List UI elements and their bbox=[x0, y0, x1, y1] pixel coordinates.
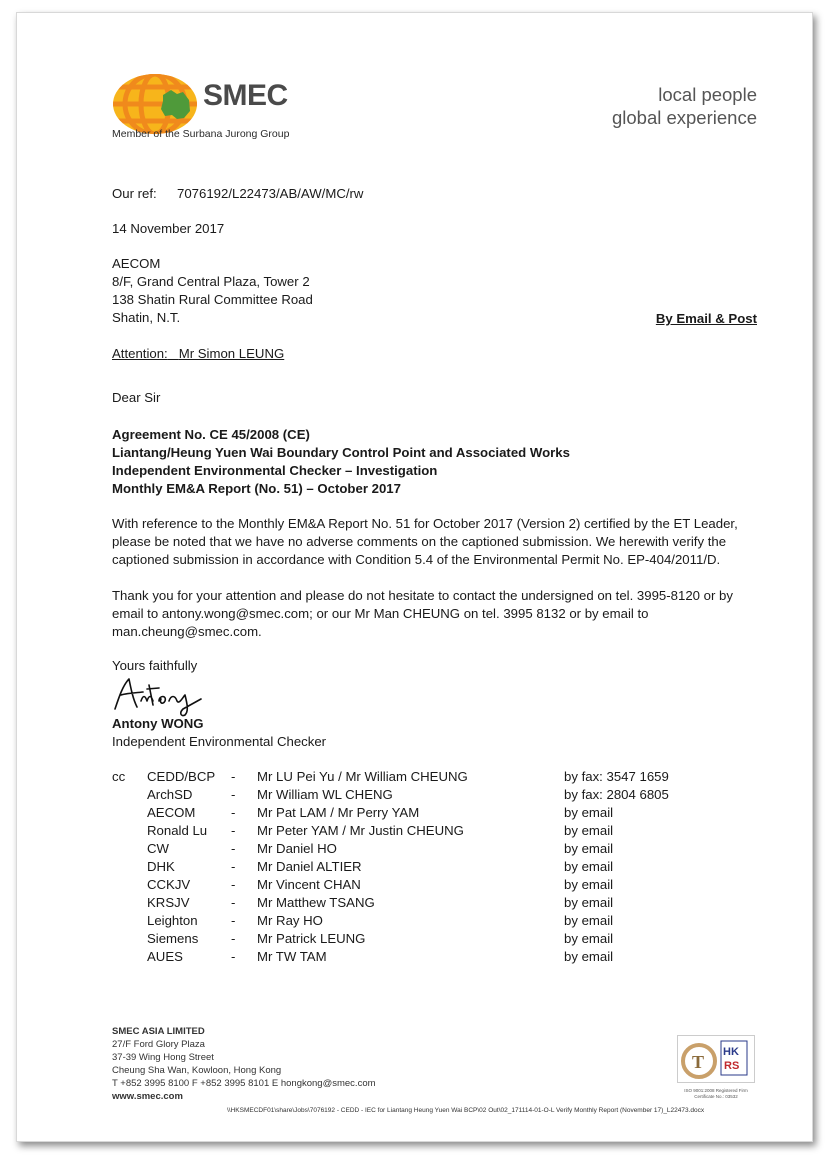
cc-dash: - bbox=[231, 895, 236, 910]
cc-org: DHK bbox=[147, 859, 175, 874]
cc-org: CW bbox=[147, 841, 169, 856]
cert-caption: ISO 9001:2008 Registered Firm Certificate No.: 03532 bbox=[684, 1088, 748, 1099]
subject-line: Agreement No. CE 45/2008 (CE) bbox=[112, 427, 310, 442]
cc-dash: - bbox=[231, 877, 236, 892]
cc-method: by email bbox=[564, 823, 614, 838]
cc-row bbox=[17, 912, 812, 930]
signer-title: Independent Environmental Checker bbox=[112, 734, 327, 749]
cc-names: Mr Matthew TSANG bbox=[257, 895, 375, 910]
footer-company: SMEC ASIA LIMITED bbox=[112, 1026, 205, 1037]
subject-line: Monthly EM&A Report (No. 51) – October 2017 bbox=[112, 481, 401, 496]
cc-row bbox=[17, 894, 812, 912]
cc-row bbox=[17, 804, 812, 822]
cc-row bbox=[17, 876, 812, 894]
footer-line: 37-39 Wing Hong Street bbox=[112, 1052, 214, 1063]
body-paragraph-2-line: man.cheung@smec.com. bbox=[112, 624, 262, 639]
cc-org: CCKJV bbox=[147, 877, 191, 892]
cc-row bbox=[17, 768, 812, 786]
attention-line bbox=[112, 345, 284, 363]
cc-dash: - bbox=[231, 913, 236, 928]
signature bbox=[109, 671, 219, 719]
cc-names: Mr Pat LAM / Mr Perry YAM bbox=[257, 805, 420, 820]
cc-names: Mr Daniel ALTIER bbox=[257, 859, 362, 874]
cc-dash: - bbox=[231, 949, 236, 964]
cc-method: by fax: 2804 6805 bbox=[564, 787, 669, 802]
cc-org: AECOM bbox=[147, 805, 196, 820]
cc-row bbox=[17, 930, 812, 948]
cc-org: AUES bbox=[147, 949, 183, 964]
attention-label: Attention: bbox=[112, 346, 168, 361]
certification-logo bbox=[677, 1035, 755, 1097]
salutation: Dear Sir bbox=[112, 390, 161, 405]
cc-names: Mr Vincent CHAN bbox=[257, 877, 361, 892]
cc-method: by email bbox=[564, 913, 614, 928]
cc-org: ArchSD bbox=[147, 787, 193, 802]
file-path: \\HKSMECDF01\share\Jobs\7076192 - CEDD - IEC for Liantang Heung Yuen Wai BCP\02 Out\02_171114-01-O-L Verify Monthly Report (November 17)_L22473.docx bbox=[227, 1107, 705, 1114]
cc-row bbox=[17, 858, 812, 876]
cc-dash: - bbox=[231, 859, 236, 874]
cc-dash: - bbox=[231, 823, 236, 838]
cc-names: Mr Ray HO bbox=[257, 913, 323, 928]
cc-row bbox=[17, 840, 812, 858]
attention-name: Mr Simon LEUNG bbox=[178, 346, 285, 361]
cc-method: by email bbox=[564, 841, 614, 856]
cc-row bbox=[17, 948, 812, 966]
body-paragraph-2-line: email to antony.wong@smec.com; or our Mr Man CHEUNG on tel. 3995 8132 or by email to bbox=[112, 606, 649, 621]
footer-line: T +852 3995 8100 F +852 3995 8101 E hongkong@smec.com bbox=[112, 1078, 376, 1089]
body-paragraph-1-line: please be noted that we have no adverse comments on the captioned submission. We herewith verify the bbox=[112, 534, 727, 549]
footer-address bbox=[112, 1025, 376, 1103]
footer-line: 27/F Ford Glory Plaza bbox=[112, 1039, 205, 1050]
cc-dash: - bbox=[231, 931, 236, 946]
smec-globe-logo-icon bbox=[111, 73, 201, 135]
body-paragraph-1-line: captioned submission in accordance with Condition 5.4 of the Environmental Permit No. EP-404/2011/D. bbox=[112, 552, 721, 567]
delivery-method: By Email & Post bbox=[655, 311, 757, 326]
cc-names: Mr TW TAM bbox=[257, 949, 327, 964]
cert-text-2: RS bbox=[724, 1060, 740, 1072]
cc-names: Mr Peter YAM / Mr Justin CHEUNG bbox=[257, 823, 464, 838]
ref-label: Our ref: bbox=[112, 186, 157, 201]
ref-value: 7076192/L22473/AB/AW/MC/rw bbox=[177, 186, 364, 201]
cc-method: by email bbox=[564, 931, 614, 946]
logo-name: SMEC bbox=[203, 79, 288, 112]
letter-date: 14 November 2017 bbox=[112, 221, 225, 236]
subject-line: Independent Environmental Checker – Investigation bbox=[112, 463, 438, 478]
cc-org: CEDD/BCP bbox=[147, 769, 216, 784]
footer-line: Cheung Sha Wan, Kowloon, Hong Kong bbox=[112, 1065, 282, 1076]
cc-org: Siemens bbox=[147, 931, 199, 946]
cert-text-1: HK bbox=[723, 1046, 739, 1058]
address-line: 138 Shatin Rural Committee Road bbox=[112, 292, 313, 307]
cc-org: Leighton bbox=[147, 913, 198, 928]
cc-names: Mr Daniel HO bbox=[257, 841, 337, 856]
tagline-line-1: local people bbox=[658, 84, 757, 105]
address-line: 8/F, Grand Central Plaza, Tower 2 bbox=[112, 274, 310, 289]
cc-dash: - bbox=[231, 841, 236, 856]
cc-method: by email bbox=[564, 949, 614, 964]
cc-method: by email bbox=[564, 895, 614, 910]
subject-line: Liantang/Heung Yuen Wai Boundary Control Point and Associated Works bbox=[112, 445, 570, 460]
svg-text:T: T bbox=[692, 1052, 705, 1072]
cc-row bbox=[17, 786, 812, 804]
cc-names: Mr William WL CHENG bbox=[257, 787, 393, 802]
cc-org: Ronald Lu bbox=[147, 823, 208, 838]
address-line: AECOM bbox=[112, 256, 161, 271]
cc-method: by fax: 3547 1659 bbox=[564, 769, 669, 784]
cc-dash: - bbox=[231, 787, 236, 802]
signer-name: Antony WONG bbox=[112, 716, 204, 731]
cc-label: cc bbox=[112, 769, 126, 784]
cc-dash: - bbox=[231, 769, 236, 784]
tagline bbox=[612, 83, 757, 129]
body-paragraph-1-line: With reference to the Monthly EM&A Report No. 51 for October 2017 (Version 2) certified by the ET Leader, bbox=[112, 516, 738, 531]
address-line: Shatin, N.T. bbox=[112, 310, 181, 325]
cc-method: by email bbox=[564, 859, 614, 874]
body-paragraph-2-line: Thank you for your attention and please do not hesitate to contact the undersigned on tel. 3995-8120 or by bbox=[112, 588, 733, 603]
closing: Yours faithfully bbox=[112, 658, 198, 673]
cc-names: Mr Patrick LEUNG bbox=[257, 931, 366, 946]
logo-subtitle: Member of the Surbana Jurong Group bbox=[112, 128, 290, 140]
hkrs-cert-icon bbox=[677, 1035, 755, 1083]
footer-website: www.smec.com bbox=[112, 1091, 183, 1102]
cc-method: by email bbox=[564, 877, 614, 892]
letter-page bbox=[16, 12, 813, 1142]
tagline-line-2: global experience bbox=[611, 107, 757, 128]
cc-row bbox=[17, 822, 812, 840]
cc-names: Mr LU Pei Yu / Mr William CHEUNG bbox=[257, 769, 468, 784]
cc-org: KRSJV bbox=[147, 895, 190, 910]
cc-method: by email bbox=[564, 805, 614, 820]
cc-dash: - bbox=[231, 805, 236, 820]
